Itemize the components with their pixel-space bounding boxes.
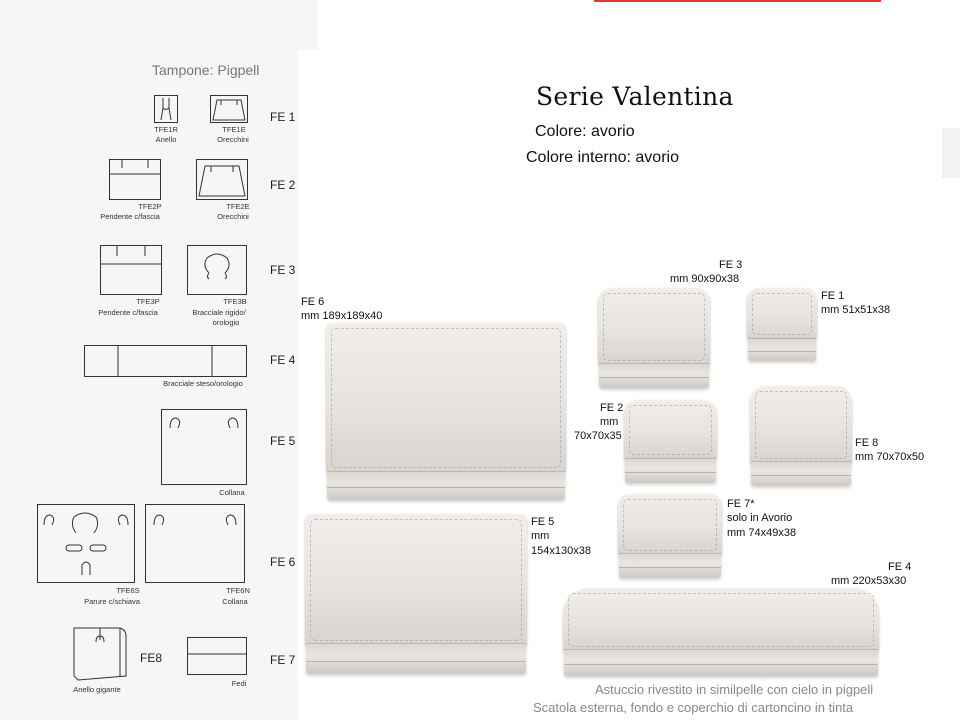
- box-fe5-code: FE 5: [531, 516, 555, 528]
- box-fe8-code: FE 8: [855, 437, 879, 449]
- tfe2e-name: Orecchini: [217, 212, 249, 221]
- page-title: Serie Valentina: [536, 82, 734, 111]
- box-fe3-code: FE 3: [719, 259, 743, 271]
- necklace-insert-icon: [146, 505, 244, 582]
- bracelet-cushion-icon: [188, 246, 246, 294]
- row-label-fe2: FE 2: [270, 178, 296, 192]
- row-label-fe3: FE 3: [270, 263, 296, 277]
- insert-tfe3b-drawing: [187, 245, 247, 295]
- right-edge-tab: [942, 128, 960, 178]
- box-fe7-image: [618, 494, 722, 578]
- insert-fedi-drawing: [187, 637, 247, 675]
- box-fe2-mm: mm: [600, 416, 619, 428]
- pendant-band-icon: [110, 160, 160, 199]
- box-fe7-note: solo in Avorio: [727, 512, 793, 524]
- box-fe8-image: [750, 386, 852, 486]
- row-label-fe7: FE 7: [270, 653, 296, 667]
- pendant-band-icon: [101, 246, 161, 294]
- insert-tfe6s-drawing: [37, 504, 135, 583]
- insert-fe8-drawing: [72, 626, 128, 682]
- row-label-fe6: FE 6: [270, 555, 296, 569]
- box-fe1-size: mm 51x51x38: [821, 304, 891, 316]
- tfe3b-code: TFE3B: [223, 297, 247, 306]
- row-label-fe1: FE 1: [270, 110, 296, 124]
- tfe1e-code: TFE1E: [222, 125, 246, 134]
- insert-tfe2e-drawing: [196, 159, 248, 200]
- box-fe6-code: FE 6: [301, 296, 325, 308]
- footnote-line-1: Astuccio rivestito in similpelle con cielo in pigpell: [595, 682, 874, 697]
- tfe3b-name-1: Bracciale rigido/: [192, 308, 246, 317]
- tfe6n-code: TFE6N: [226, 586, 250, 595]
- box-fe6-size: mm 189x189x40: [301, 310, 383, 322]
- box-fe4-size: mm 220x53x30: [831, 575, 907, 587]
- tfe2e-code: TFE2E: [226, 202, 250, 211]
- tfe6n-name: Collana: [222, 597, 248, 606]
- box-fe4-code: FE 4: [888, 561, 912, 573]
- insert-tfe1r-drawing: [154, 95, 178, 123]
- insert-tfe6n-drawing: [145, 504, 245, 583]
- earring-insert-icon: [211, 96, 247, 122]
- tfe3p-code: TFE3P: [136, 297, 160, 306]
- insert-tfe1e-drawing: [210, 95, 248, 123]
- colore-interno-text: Colore interno: avorio: [526, 149, 679, 166]
- tfe2p-code: TFE2P: [138, 202, 162, 211]
- ring-slot-icon: [155, 96, 177, 122]
- top-accent-line: [594, 0, 881, 2]
- parure-insert-icon: [38, 505, 134, 582]
- tfe6s-name: Parure c/schiava: [84, 597, 140, 606]
- box-fe3-size: mm 90x90x38: [670, 273, 740, 285]
- tfe3p-name: Pendente c/fascia: [98, 308, 158, 317]
- box-fe3-image: [598, 288, 710, 388]
- insert-tfe2p-drawing: [109, 159, 161, 200]
- insert-tfe4-drawing: [84, 345, 247, 377]
- earring-insert-icon: [197, 160, 247, 199]
- box-fe6-image: [326, 323, 566, 500]
- fe8-code: FE8: [140, 651, 163, 665]
- bracelet-strip-icon: [85, 346, 246, 376]
- giant-ring-insert-icon: [72, 626, 128, 682]
- tampone-title: Tampone: Pigpell: [152, 62, 260, 78]
- wedding-ring-slot-icon: [188, 638, 246, 674]
- box-fe5-image: [305, 514, 527, 674]
- fedi-name: Fedi: [231, 679, 247, 688]
- box-fe5-size: 154x130x38: [531, 545, 591, 557]
- box-fe1-image: [747, 288, 817, 361]
- tfe5-name: Collana: [219, 488, 245, 497]
- box-fe5-mm: mm: [531, 530, 550, 542]
- box-fe8-size: mm 70x70x50: [855, 451, 925, 463]
- fe8-name: Anello gigante: [73, 685, 121, 694]
- necklace-insert-icon: [162, 410, 246, 484]
- box-fe2-code: FE 2: [600, 402, 624, 414]
- box-fe1-code: FE 1: [821, 290, 845, 302]
- box-fe2-size: 70x70x35: [574, 430, 622, 442]
- insert-tfe3p-drawing: [100, 245, 162, 295]
- insert-tfe5-drawing: [161, 409, 247, 485]
- footnote-line-2: Scatola esterna, fondo e coperchio di cartoncino in tinta: [533, 700, 854, 715]
- tfe2p-name: Pendente c/fascia: [100, 212, 160, 221]
- tfe6s-code: TFE6S: [116, 586, 140, 595]
- box-fe2-image: [624, 400, 717, 483]
- tfe1r-code: TFE1R: [154, 125, 178, 134]
- row-label-fe4: FE 4: [270, 353, 296, 367]
- box-fe7-code: FE 7*: [727, 498, 755, 510]
- tfe1r-name: Anello: [155, 135, 177, 144]
- tfe1e-name: Orecchini: [217, 135, 249, 144]
- tfe3b-name-2: orologio: [212, 318, 240, 327]
- tfe4-name: Bracciale steso/orologio: [163, 379, 243, 388]
- row-label-fe5: FE 5: [270, 434, 296, 448]
- box-fe4-image: [563, 588, 879, 676]
- box-fe7-size: mm 74x49x38: [727, 527, 797, 539]
- colore-text: Colore: avorio: [535, 123, 635, 140]
